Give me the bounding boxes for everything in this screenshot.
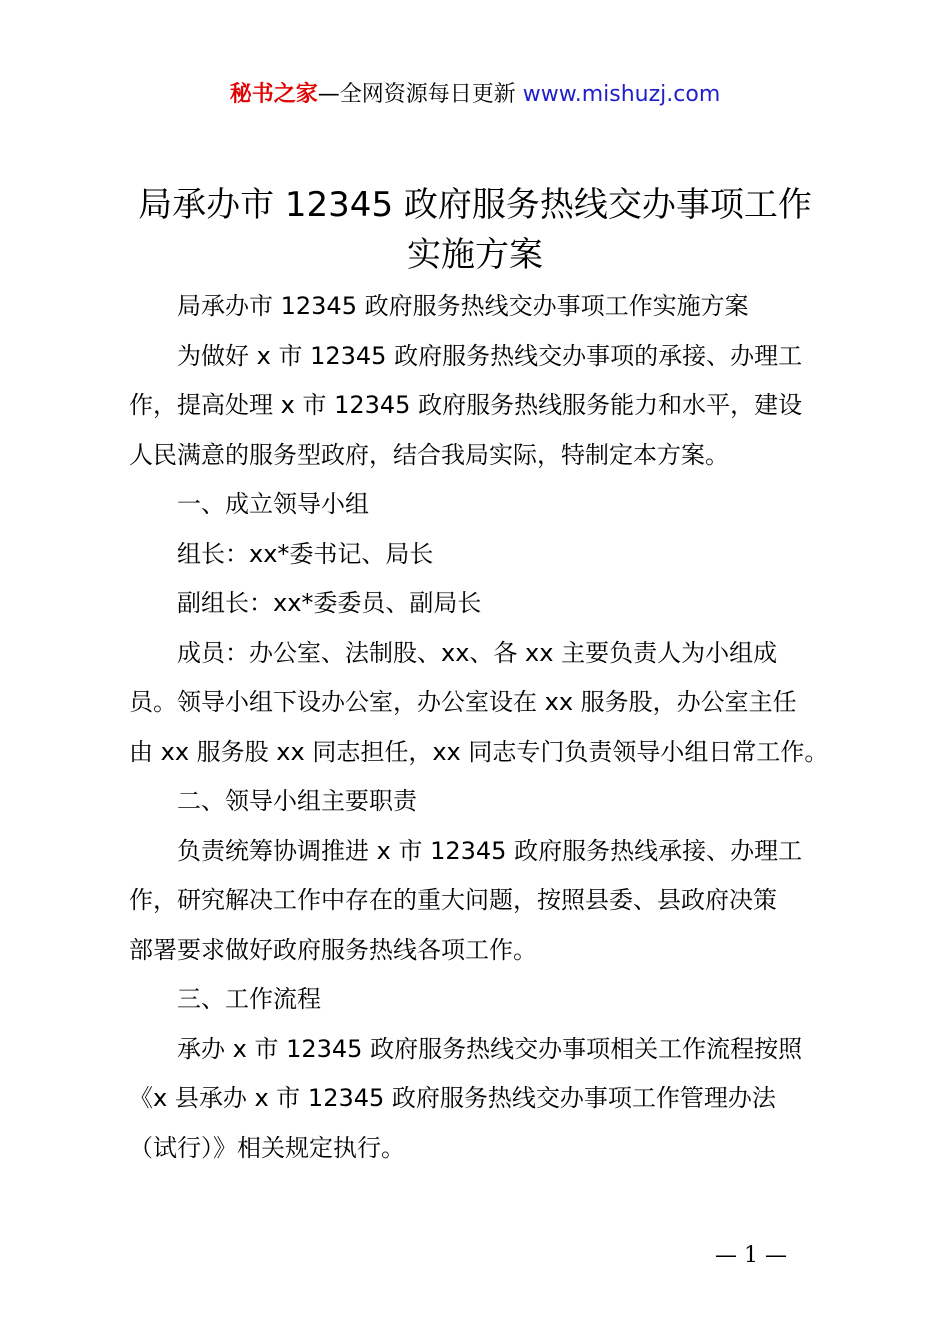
document-body — [129, 282, 841, 1173]
paragraph-line: 部署要求做好政府服务热线各项工作。 — [129, 935, 537, 964]
duties-paragraph — [129, 827, 841, 976]
paragraph-line: 作，提高处理 x 市 12345 政府服务热线服务能力和水平，建设 — [129, 391, 803, 419]
section-heading-1: 一、成立领导小组 — [177, 490, 369, 518]
paragraph-line: 员。领导小组下设办公室，办公室设在 xx 服务股，办公室主任 — [129, 688, 797, 716]
process-paragraph — [129, 1025, 841, 1174]
paragraph-line: 由 xx 服务股 xx 同志担任，xx 同志专门负责领导小组日常工作。 — [129, 737, 829, 766]
section-heading-3: 三、工作流程 — [177, 985, 321, 1013]
site-url-link[interactable]: www.mishuzj.com — [522, 82, 721, 107]
page-number: — 1 — — [715, 1243, 787, 1268]
section-heading-2: 二、领导小组主要职责 — [177, 787, 417, 815]
paragraph-line: （试行）》相关规定执行。 — [129, 1133, 405, 1162]
document-title — [0, 180, 950, 280]
paragraph-line: 负责统筹协调推进 x 市 12345 政府服务热线承接、办理工 — [177, 836, 803, 865]
deputy-leader-line: 副组长：xx*委委员、副局长 — [177, 589, 482, 617]
intro-paragraph — [129, 332, 841, 481]
document-subtitle: 局承办市 12345 政府服务热线交办事项工作实施方案 — [177, 292, 749, 320]
site-tagline: —全网资源每日更新 — [317, 82, 516, 107]
paragraph-line: 承办 x 市 12345 政府服务热线交办事项相关工作流程按照 — [177, 1034, 803, 1063]
site-header — [0, 78, 950, 112]
paragraph-line: 人民满意的服务型政府，结合我局实际，特制定本方案。 — [129, 440, 729, 469]
brand-name: 秘书之家 — [229, 82, 318, 107]
leader-line: 组长：xx*委书记、局长 — [177, 539, 434, 568]
paragraph-line: 成员：办公室、法制股、xx、各 xx 主要负责人为小组成 — [177, 638, 778, 667]
paragraph-line: 作，研究解决工作中存在的重大问题，按照县委、县政府决策 — [129, 886, 777, 914]
title-line-2: 实施方案 — [407, 235, 543, 275]
paragraph-line: 《x 县承办 x 市 12345 政府服务热线交办事项工作管理办法 — [129, 1084, 776, 1112]
members-paragraph — [129, 629, 841, 778]
title-line-1: 局承办市 12345 政府服务热线交办事项工作 — [138, 185, 812, 225]
paragraph-line: 为做好 x 市 12345 政府服务热线交办事项的承接、办理工 — [177, 341, 803, 370]
